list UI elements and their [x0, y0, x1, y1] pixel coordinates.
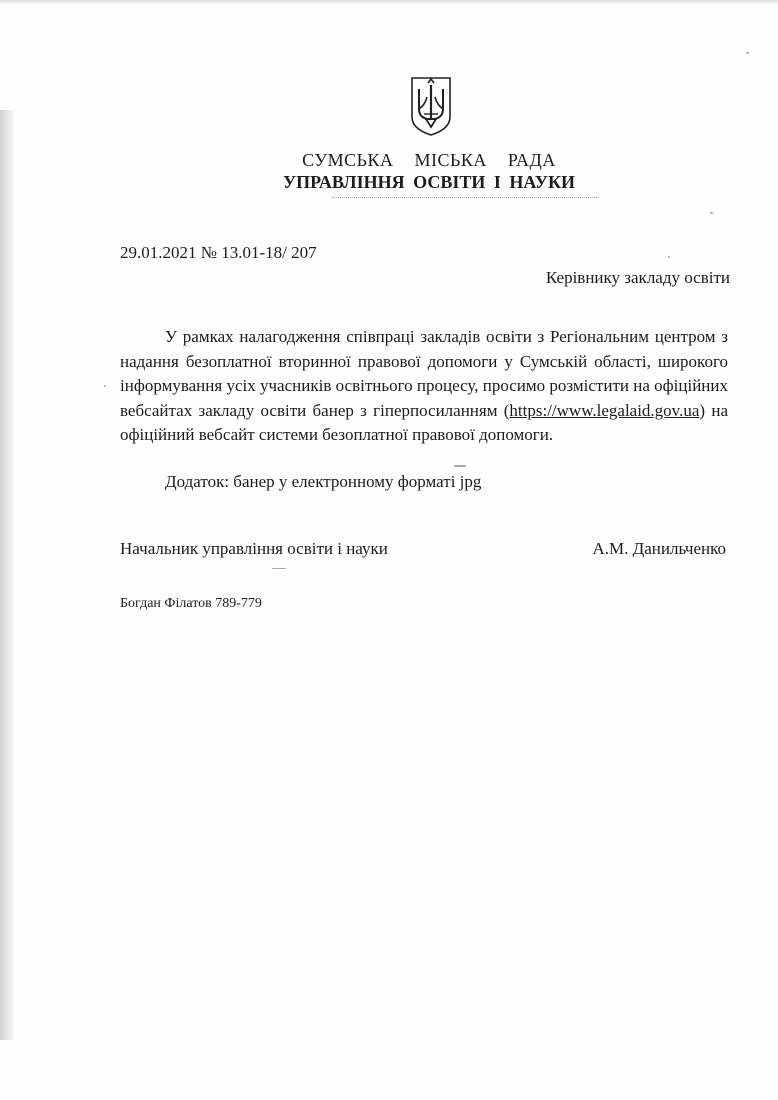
trident-coat-of-arms-icon — [409, 75, 453, 137]
department-name: УПРАВЛІННЯ ОСВІТИ І НАУКИ — [282, 172, 576, 192]
scan-speck — [104, 385, 106, 387]
scan-left-shadow — [0, 110, 14, 1040]
paragraph-text-before-link: У рамках налагодження співпраці закладів освіти з Регіональним центром з надання безоплатної вторинної правової допомоги у Сумській області, широкого інформування усіх учасників освітнього процесу, просимо розмістити на офіційних вебсайтах закладу освіти банер з гіперпосиланням ( — [120, 327, 728, 420]
paragraph-text-after-link: ) на офіційний вебсайт системи безоплатної правової допомоги. — [120, 400, 728, 444]
legalaid-link[interactable]: https://www.legalaid.gov.ua — [509, 400, 700, 420]
letter-body — [120, 325, 728, 448]
addressee: Керівнику закладу освіти — [545, 268, 730, 287]
letterhead-divider — [332, 197, 597, 199]
scan-speck — [746, 52, 749, 54]
registration-number: 29.01.2021 № 13.01-18/ 207 — [120, 243, 317, 262]
main-paragraph — [120, 325, 728, 448]
signatory-name: А.М. Данильченко — [592, 539, 726, 558]
scan-speck — [454, 465, 466, 467]
attachment-note: Додаток: банер у електронному форматі jpg — [165, 472, 482, 491]
scan-speck — [272, 568, 286, 569]
scan-speck — [668, 256, 670, 258]
executor-contact: Богдан Філатов 789-779 — [120, 596, 262, 611]
scan-top-shadow — [0, 0, 778, 5]
council-name: СУМСЬКА МІСЬКА РАДА — [302, 150, 556, 170]
scan-speck — [710, 212, 713, 214]
signatory-title: Начальник управління освіти і науки — [120, 539, 388, 558]
